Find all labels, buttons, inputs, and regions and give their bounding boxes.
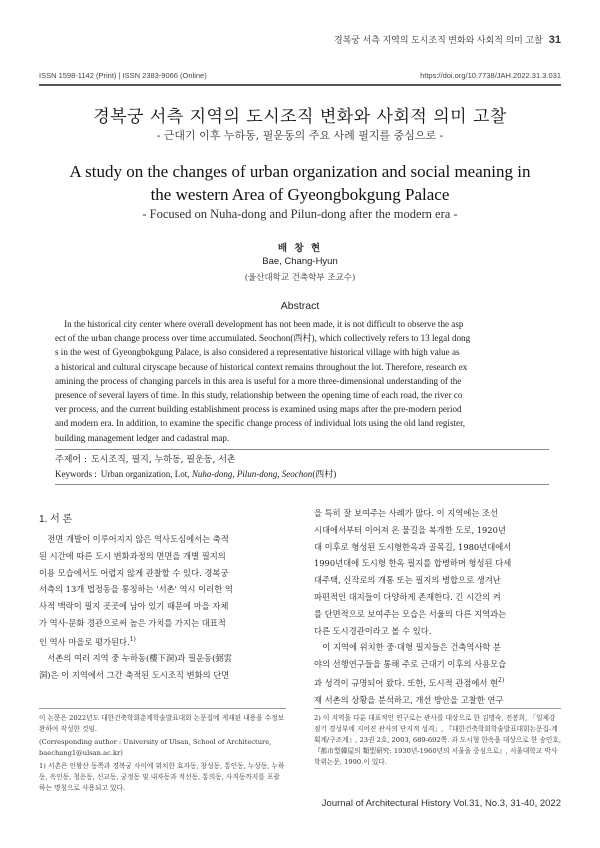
body-line: 서측의 13개 법정동을 통칭하는 '서촌' 역시 이러한 역 bbox=[39, 584, 233, 595]
section-heading-introduction: 1. 서 론 bbox=[39, 514, 73, 525]
header-rule bbox=[39, 84, 561, 86]
body-line: 가 역사·문화 경관으로써 높은 가치를 가지는 대표적 bbox=[39, 617, 226, 628]
abstract-rule-bottom bbox=[55, 484, 549, 485]
abstract-line: In the historical city center where overall development has not been made, it is not difficult to observe the asp bbox=[64, 319, 464, 329]
korean-title: 경복궁 서측 지역의 도시조직 변화와 사회적 의미 고찰 bbox=[93, 107, 507, 127]
body-line: 1990년대에 도시형 한옥 필지를 합병하며 형성된 다세 bbox=[314, 558, 512, 569]
footnote-corresponding-author: (Corresponding author : University of Ulsan, School of Architecture, baechang1@ulsan.ac.kr) bbox=[39, 738, 272, 757]
body-line: 재 서촌의 상황을 분석하고, 개선 방안을 고찰한 연구 bbox=[314, 694, 504, 705]
abstract-line: and modern era. In addition, to examine the specific change process of individual lots using the old land register, bbox=[55, 418, 465, 429]
footnotes-right bbox=[314, 713, 561, 770]
english-keywords-hanja: (西村) bbox=[312, 469, 337, 479]
footnote-rule-right bbox=[314, 708, 561, 709]
running-header bbox=[334, 33, 561, 46]
body-column-right bbox=[314, 505, 561, 708]
english-keywords-italic: Nuha-dong, Pilun-dong, Seochon bbox=[191, 469, 313, 479]
english-keywords-plain: Urban organization, Lot, bbox=[100, 469, 190, 479]
author-affiliation: (울산대학교 건축학부 조교수) bbox=[244, 273, 356, 283]
footnote-ref-1[interactable]: 1) bbox=[129, 635, 136, 643]
body-line: 된 시간에 따른 도시 변화과정의 면면을 개별 필지의 bbox=[39, 550, 226, 561]
abstract-line: amining the process of changing parcels in this area is useful for a more three-dimensional understanding of the bbox=[55, 375, 462, 386]
abstract-line: s in the west of Gyeongbokgung Palace, is also considered a representative historical village with high value as bbox=[55, 347, 460, 358]
body-line: 사적 맥락이 필지 곳곳에 남아 있기 때문에 마을 자체 bbox=[39, 601, 229, 612]
running-title: 경복궁 서측 지역의 도시조직 변화와 사회적 의미 고찰 bbox=[333, 35, 543, 45]
english-keywords bbox=[55, 467, 549, 480]
footnote-2: 2) 이 지역을 다룬 대표적인 연구로는 관사를 대상으로 한 김명숙, 전봉희, 「일제강점기 경성부에 지어진 관사의 단지적 성격」, 『대한건축학회학술발표대회논문집-계획계/구조계』, 23권 2호, 2003, 689-692쪽. 과 도시형 한옥을 대상으로 한 송인호, 『都市型韓屋의 類型研究: 1930년-1960년의 서울을 중심으로』, 서울대학교 박사학위논문, 1990.이 있다. bbox=[314, 714, 561, 766]
footnotes-left bbox=[39, 713, 286, 796]
english-subtitle: - Focused on Nuha-dong and Pilun-dong after the modern era - bbox=[142, 207, 458, 221]
body-line: 인 역사 마을로 평가된다. bbox=[39, 636, 130, 647]
body-line: 다른 도시경관이라고 볼 수 있다. bbox=[314, 625, 432, 636]
body-line: 시대에서부터 이어져 온 물길을 복개한 도로, 1920년 bbox=[314, 524, 506, 535]
page-number: 31 bbox=[548, 34, 561, 46]
doi-link[interactable]: https://doi.org/10.7738/JAH.2022.31.3.031 bbox=[420, 71, 561, 80]
body-line: 과 성격이 규명되어 왔다. 또한, 도시적 관점에서 현 bbox=[314, 677, 499, 688]
abstract-rule-top bbox=[55, 449, 549, 450]
abstract-line: ect of the urban change process over time accumulated. Seochon(西村), which collectively refers to 13 legal dong bbox=[55, 333, 471, 344]
english-keywords-label: Keywords : bbox=[55, 469, 97, 479]
body-line: 이용 모습에서도 어렵지 않게 관찰할 수 있다. 경복궁 bbox=[39, 567, 229, 578]
body-line: 파편적인 대지들이 다양하게 존재한다. 긴 시간의 켜 bbox=[314, 591, 501, 602]
body-line-with-note bbox=[314, 673, 561, 692]
abstract-heading: Abstract bbox=[280, 300, 320, 312]
abstract-line: a historical and cultural cityscape because of historical context remains throughout the lot. Therefore, research ex bbox=[55, 361, 468, 372]
body-line: 서촌의 여러 지역 중 누하동(樓下洞)과 필운동(弼雲 bbox=[47, 653, 232, 664]
body-line-with-note bbox=[39, 632, 286, 651]
body-line: 야의 선행연구들을 통해 주로 근대기 이후의 사용모습 bbox=[314, 659, 507, 670]
body-line: 를 단면적으로 보여주는 모습은 서울의 다른 지역과는 bbox=[314, 608, 507, 619]
body-line: 이 지역에 위치한 중·대형 필지들은 건축역사학 분 bbox=[322, 642, 502, 653]
korean-keywords-label: 주제어 : bbox=[55, 455, 87, 465]
journal-citation-footer: Journal of Architectural History Vol.31, No.3, 31-40, 2022 bbox=[321, 798, 561, 809]
abstract-line: building management ledger and cadastral map. bbox=[55, 432, 230, 443]
english-title: A study on the changes of urban organization and social meaning in the western Area of Gyeongbokgung Palace bbox=[69, 162, 531, 204]
abstract-line: presence of several layers of time. In this study, relationship between the opening time of each road, the river co bbox=[55, 390, 463, 401]
korean-keywords-terms: 도시조직, 필지, 누하동, 필운동, 서촌 bbox=[90, 455, 236, 465]
footnote-ref-2[interactable]: 2) bbox=[498, 676, 505, 684]
abstract-body bbox=[55, 317, 549, 445]
author-name-korean: 배 창 현 bbox=[277, 243, 323, 254]
korean-subtitle: - 근대기 이후 누하동, 필운동의 주요 사례 필지를 중심으로 - bbox=[156, 129, 444, 142]
body-line: 을 특히 잘 보여주는 사례가 많다. 이 지역에는 조선 bbox=[314, 508, 499, 518]
footnote-1: 1) 서촌은 인왕산 동쪽과 경복궁 사이에 위치한 효자동, 창성동, 통인동, 누상동, 누하동, 옥인동, 청운동, 신교동, 궁정동 및 내자동과 적선동, 통의동, 사직동까지를 포괄하는 명칭으로 사용되고 있다. bbox=[39, 762, 285, 792]
body-line: 대 이후로 형성된 도시형한옥과 골목길, 1980년대에서 bbox=[314, 541, 512, 552]
korean-keywords bbox=[55, 452, 549, 465]
abstract-line: ver process, and the current building establishment process is examined using maps after the pre-modern period bbox=[55, 404, 462, 415]
footnote-paper-note: 이 논문은 2022년도 대한건축학회춘계학술발표대회 논문집에 게재된 내용을 수정보완하여 작성한 것임. bbox=[39, 714, 285, 733]
issn-line: ISSN 1598-1142 (Print) | ISSN 2383-9066 (Online) bbox=[39, 71, 207, 80]
author-name-english: Bae, Chang-Hyun bbox=[262, 256, 338, 267]
body-line: 대주택, 신작로의 개통 또는 필지의 병합으로 생겨난 bbox=[314, 575, 501, 586]
body-column-left bbox=[39, 531, 286, 684]
body-line: 전면 개발이 이루어지지 않은 역사도심에서는 축적 bbox=[47, 534, 229, 544]
footnote-rule-left bbox=[39, 708, 286, 709]
body-line: 洞)은 이 지역에서 그간 축적된 도시조직 변화의 단면 bbox=[39, 670, 230, 681]
